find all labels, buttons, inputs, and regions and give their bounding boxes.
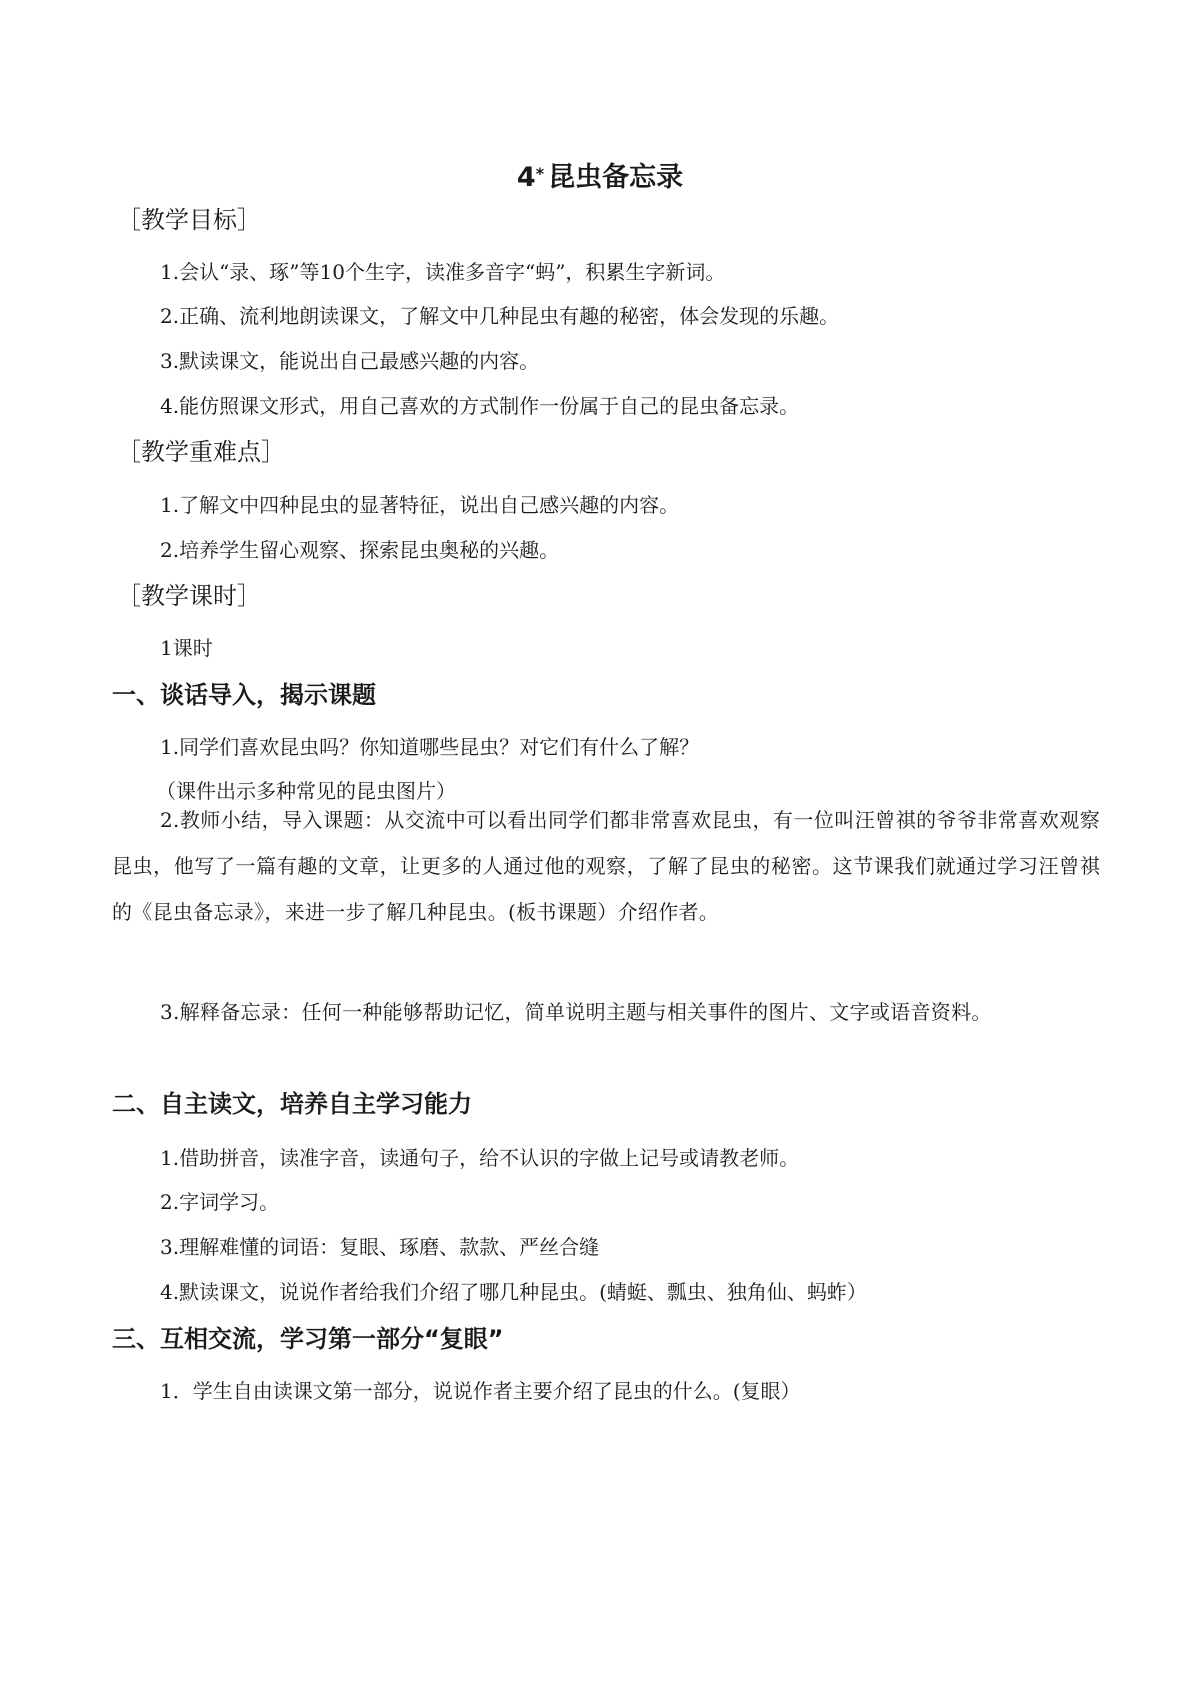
goal-item: 2.正确、流利地朗读课文，了解文中几种昆虫有趣的秘密，体会发现的乐趣。 xyxy=(160,304,840,328)
lesson-title-text: 昆虫备忘录 xyxy=(548,162,684,193)
part1-paragraph-3: 3.解释备忘录：任何一种能够帮助记忆，简单说明主题与相关事件的图片、文字或语音资料。 xyxy=(160,1000,992,1024)
goal-item: 4.能仿照课文形式，用自己喜欢的方式制作一份属于自己的昆虫备忘录。 xyxy=(160,394,800,418)
part2-item: 1.借助拼音，读准字音，读通句子，给不认识的字做上记号或请教老师。 xyxy=(160,1146,800,1170)
section-heading-goals: ［教学目标］ xyxy=(117,206,261,234)
part1-paragraph-2: 2.教师小结，导入课题：从交流中可以看出同学们都非常喜欢昆虫，有一位叫汪曾祺的爷爷非常喜欢观察昆虫，他写了一篇有趣的文章，让更多的人通过他的观察，了解了昆虫的秘密。这节课我们就通过学习汪曾祺的《昆虫备忘录》，来进一步了解几种昆虫。(板书课题）介绍作者。 xyxy=(112,808,1100,924)
part1-note: （课件出示多种常见的昆虫图片） xyxy=(156,779,456,803)
hours-item: 1课时 xyxy=(160,636,213,660)
goal-item: 3.默读课文，能说出自己最感兴趣的内容。 xyxy=(160,349,540,373)
optional-lesson-mark: * xyxy=(535,164,545,183)
key-point-item: 1.了解文中四种昆虫的显著特征，说出自己感兴趣的内容。 xyxy=(160,493,680,517)
part3-item: 1．学生自由读课文第一部分，说说作者主要介绍了昆虫的什么。(复眼） xyxy=(160,1379,801,1403)
lesson-number: 4 xyxy=(516,162,536,193)
lesson-title xyxy=(0,158,1200,198)
part1-item: 1.同学们喜欢昆虫吗？你知道哪些昆虫？对它们有什么了解？ xyxy=(160,735,700,759)
part2-item: 3.理解难懂的词语：复眼、琢磨、款款、严丝合缝 xyxy=(160,1235,600,1259)
section-heading-key-points: ［教学重难点］ xyxy=(117,438,285,466)
key-point-item: 2.培养学生留心观察、探索昆虫奥秘的兴趣。 xyxy=(160,538,560,562)
section-heading-hours: ［教学课时］ xyxy=(117,582,261,610)
part2-item: 2.字词学习。 xyxy=(160,1190,280,1214)
part-heading-3: 三、互相交流，学习第一部分“复眼” xyxy=(112,1325,504,1353)
part2-item: 4.默读课文，说说作者给我们介绍了哪几种昆虫。(蜻蜓、瓢虫、独角仙、蚂蚱） xyxy=(160,1280,867,1304)
part-heading-2: 二、自主读文，培养自主学习能力 xyxy=(112,1090,472,1118)
goal-item: 1.会认“录、琢”等10个生字，读准多音字“蚂”，积累生字新词。 xyxy=(160,260,726,284)
part-heading-1: 一、谈话导入，揭示课题 xyxy=(112,681,376,709)
